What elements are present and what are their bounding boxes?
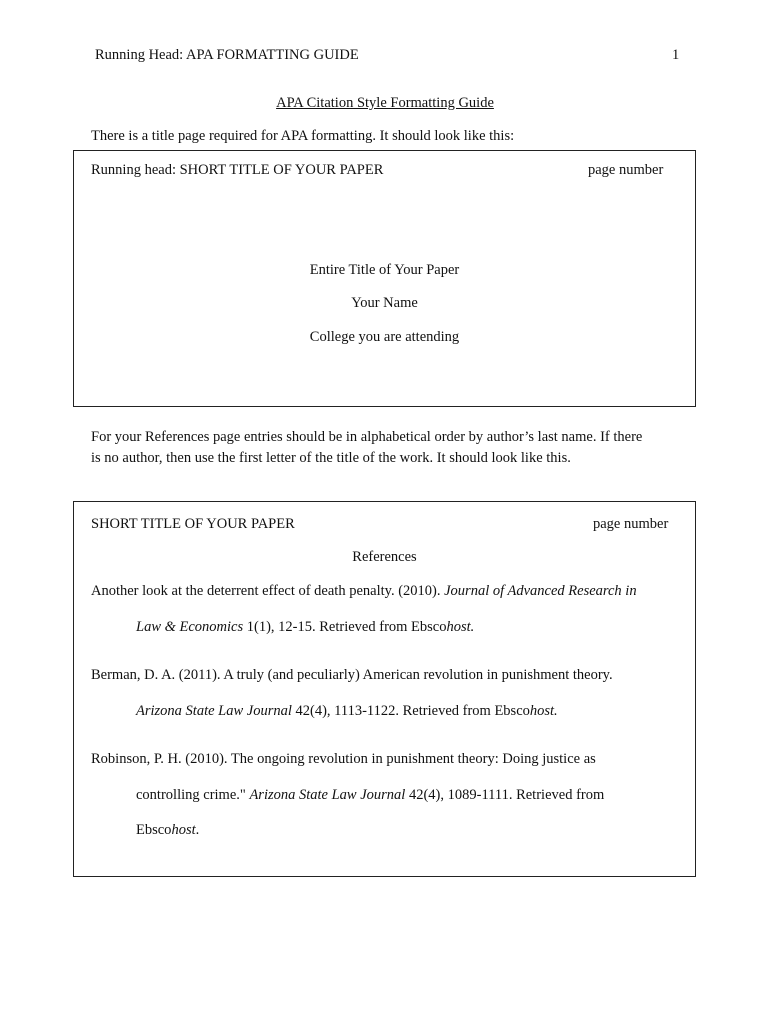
reference-entry-1-line-2 [136, 619, 474, 636]
references-page-number: page number [593, 516, 669, 532]
example-author-name: Your Name [351, 295, 418, 311]
references-example-box [73, 501, 696, 877]
page-number: 1 [672, 47, 680, 63]
reference-entry-2-details: 42(4), 1113-1122. Retrieved from Ebsco [291, 703, 530, 719]
references-short-title: SHORT TITLE OF YOUR PAPER [91, 516, 295, 532]
reference-entry-1-host: host. [446, 619, 475, 635]
reference-entry-3-ebsco: Ebsco [136, 822, 172, 838]
reference-entry-1-text: Another look at the deterrent effect of death penalty. (2010). [91, 583, 445, 599]
reference-entry-3-text: Robinson, P. H. (2010). The ongoing revolution in punishment theory: Doing justice as [91, 751, 596, 767]
example-page-number: page number [588, 162, 664, 178]
example-running-head: Running head: SHORT TITLE OF YOUR PAPER [91, 162, 384, 178]
intro-references-line-2: is no author, then use the first letter of the title of the work. It should look like this. [91, 450, 571, 466]
reference-entry-1-journal-cont: Law & Economics [136, 619, 244, 635]
references-heading: References [352, 549, 417, 565]
document-title: APA Citation Style Formatting Guide [276, 95, 494, 111]
reference-entry-1-details: 1(1), 12-15. Retrieved from Ebsco [243, 619, 447, 635]
reference-entry-2-line-1 [91, 667, 613, 684]
reference-entry-1-journal: Journal of Advanced Research in [444, 583, 637, 599]
reference-entry-3-text-cont: controlling crime." [136, 787, 250, 803]
reference-entry-3-line-2 [136, 787, 604, 804]
example-paper-title: Entire Title of Your Paper [309, 262, 460, 278]
reference-entry-3-details: 42(4), 1089-1111. Retrieved from [405, 787, 605, 803]
reference-entry-3-journal: Arizona State Law Journal [249, 787, 406, 803]
reference-entry-2-journal: Arizona State Law Journal [136, 703, 292, 719]
intro-title-page-text: There is a title page required for APA formatting. It should look like this: [91, 128, 515, 144]
example-college: College you are attending [309, 329, 460, 345]
title-page-example-box [73, 150, 696, 407]
intro-references-text [91, 427, 681, 469]
intro-references-line-1: For your References page entries should be in alphabetical order by author’s last name. If there [91, 429, 643, 445]
reference-entry-3-period: . [195, 822, 200, 838]
reference-entry-2-text: Berman, D. A. (2011). A truly (and peculiarly) American revolution in punishment theory. [91, 667, 613, 683]
reference-entry-3-line-1 [91, 751, 596, 768]
reference-entry-3-host: host [171, 822, 196, 838]
reference-entry-1-line-1 [91, 583, 637, 600]
reference-entry-3-line-3 [136, 822, 199, 839]
running-head: Running Head: APA FORMATTING GUIDE [95, 47, 359, 63]
reference-entry-2-host: host. [529, 703, 558, 719]
reference-entry-2-line-2 [136, 703, 558, 720]
